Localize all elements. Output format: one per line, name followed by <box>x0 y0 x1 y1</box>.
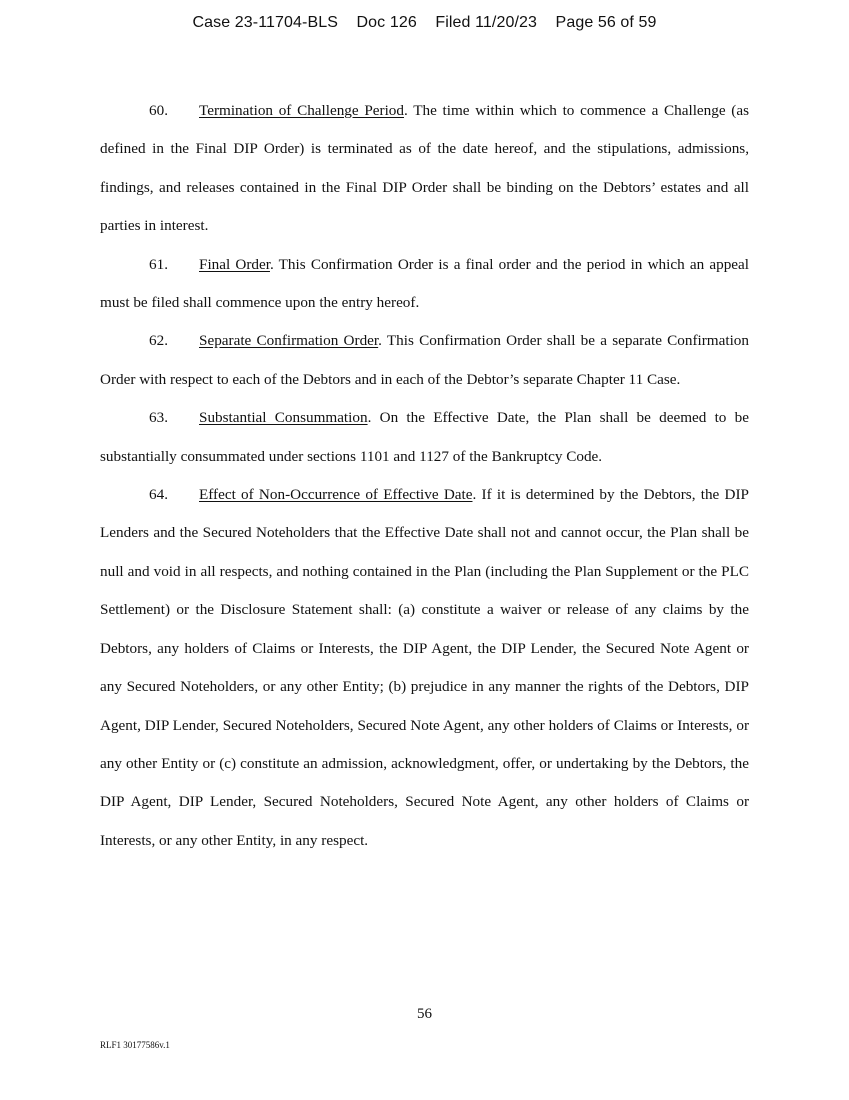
paragraph-60 <box>100 92 749 246</box>
page-number: 56 <box>417 1006 432 1022</box>
paragraph-title: Termination of Challenge Period <box>199 102 404 119</box>
paragraph-text: . If it is determined by the Debtors, the DIP Lenders and the Secured Noteholders that the Effective Date shall not and cannot occur, the Plan shall be null and void in all respects, and nothing contained in the Plan (including the Plan Supplement or the PLC Settlement) or the Disclosure Statement shall: (a) constitute a waiver or release of any claims by the Debtors, any holders of Claims or Interests, the DIP Agent, the DIP Lender, the Secured Note Agent or any Secured Noteholders, or any other Entity; (b) prejudice in any manner the rights of the Debtors, DIP Agent, DIP Lender, Secured Noteholders, Secured Note Agent, any other holders of Claims or Interests, or any other Entity or (c) constitute an admission, acknowledgment, offer, or undertaking by the Debtors, the DIP Agent, DIP Lender, Secured Noteholders, Secured Note Agent, any other holders of Claims or Interests, or any other Entity, in any respect. <box>100 486 749 849</box>
case-header <box>0 14 849 32</box>
document-body <box>100 92 749 860</box>
paragraph-number: 61. <box>149 255 168 273</box>
paragraph-number: 60. <box>149 102 168 119</box>
paragraph-63 <box>100 399 749 476</box>
paragraph-64 <box>100 476 749 860</box>
paragraph-61 <box>100 246 749 323</box>
paragraph-number: 63. <box>149 409 168 427</box>
case-number: Case 23-11704-BLS <box>192 14 338 31</box>
paragraph-title: Separate Confirmation Order <box>199 332 379 350</box>
paragraph-title: Substantial Consummation <box>199 409 368 427</box>
document-id: RLF1 30177586v.1 <box>100 1040 170 1050</box>
filed-date: Filed 11/20/23 <box>435 14 537 31</box>
paragraph-text: . The time within which to commence a Challenge (as defined in the Final DIP Order) is terminated as of the date hereof, and the stipulations, admissions, findings, and releases contained in the Final DIP Order shall be binding on the Debtors’ estates and all parties in interest. <box>100 102 749 235</box>
paragraph-number: 64. <box>149 486 168 504</box>
paragraph-62 <box>100 322 749 399</box>
paragraph-number: 62. <box>149 332 168 350</box>
paragraph-text: . This Confirmation Order shall be a separate Confirmation Order with respect to each of the Debtors and in each of the Debtor’s separate Chapter 11 Case. <box>100 332 749 388</box>
paragraph-text: . This Confirmation Order is a final order and the period in which an appeal must be filed shall commence upon the entry hereof. <box>100 255 749 312</box>
paragraph-title: Effect of Non-Occurrence of Effective Date <box>199 486 473 504</box>
paragraph-text: . On the Effective Date, the Plan shall be deemed to be substantially consummated under sections 1101 and 1127 of the Bankruptcy Code. <box>100 409 749 465</box>
doc-number: Doc 126 <box>356 14 417 31</box>
paragraph-title: Final Order <box>199 255 270 273</box>
page-of-total: Page 56 of 59 <box>555 14 657 31</box>
